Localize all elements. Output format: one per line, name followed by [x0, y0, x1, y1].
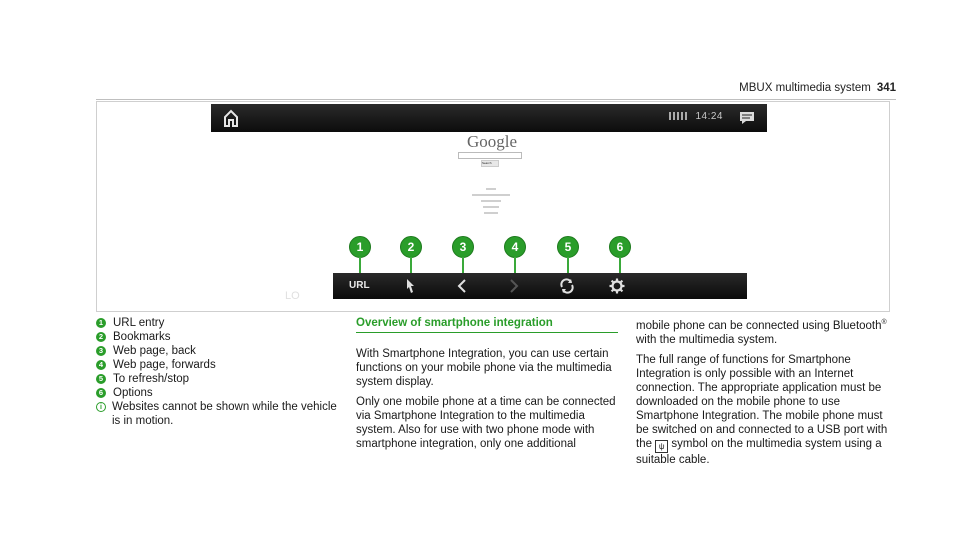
- page-content-lines: [469, 184, 513, 218]
- usb-icon: ψ: [655, 440, 668, 453]
- legend-item: [96, 316, 346, 330]
- callout-5: 5: [557, 236, 579, 258]
- callout-3: 3: [452, 236, 474, 258]
- text: The full range of functions for Smartphone Integration is only possible with an Internet connection. The appropriate application must be downloaded on the mobile phone to use Smartphone Integration. The mobile phone must be switched on and connected to a USB port with the: [636, 353, 888, 450]
- paragraph: Only one mobile phone at a time can be connected via Smartphone Integration to the multimedia system. Also for use with two phone mode with smartphone integration, only one additional: [356, 396, 616, 450]
- text: mobile phone can be connected using Bluetooth: [636, 319, 882, 332]
- callout-2: 2: [400, 236, 422, 258]
- legend-item: [96, 344, 346, 358]
- browser-toolbar: [333, 273, 747, 299]
- gear-icon[interactable]: [609, 278, 625, 294]
- legend-badge: 6: [96, 388, 106, 398]
- legend-text: Web page, forwards: [113, 359, 216, 371]
- header-rule: [96, 99, 896, 100]
- text: symbol on the multimedia system using a suitable cable.: [636, 437, 882, 466]
- section-column: [356, 316, 618, 457]
- status-area: [669, 111, 723, 122]
- page-number: 341: [876, 82, 896, 94]
- screen-top-bar: [211, 104, 767, 132]
- paragraph: [636, 316, 892, 347]
- note-text: Websites cannot be shown while the vehicle is in motion.: [112, 401, 337, 427]
- url-entry-button[interactable]: URL: [349, 280, 370, 291]
- back-icon[interactable]: [457, 278, 467, 294]
- info-icon: i: [96, 402, 106, 412]
- callout-4: 4: [504, 236, 526, 258]
- legend-badge: 5: [96, 374, 106, 384]
- forward-icon[interactable]: [509, 278, 519, 294]
- clock: 14:24: [695, 111, 723, 122]
- continued-column: [636, 316, 892, 473]
- section-title: Overview of smartphone integration: [356, 316, 618, 333]
- signal-icon: [669, 112, 689, 120]
- screen-figure: [96, 101, 890, 312]
- text: with the multimedia system.: [636, 333, 778, 346]
- legend-text: To refresh/stop: [113, 373, 190, 385]
- legend-badge: 3: [96, 346, 106, 356]
- legend-text: Bookmarks: [113, 331, 171, 343]
- callout-1: 1: [349, 236, 371, 258]
- watermark: LO: [285, 290, 300, 302]
- callout-6: 6: [609, 236, 631, 258]
- search-button: Search: [481, 160, 499, 167]
- search-field: [458, 152, 522, 159]
- legend-item: [96, 372, 346, 386]
- registered-mark: ®: [881, 319, 887, 326]
- paragraph: [636, 353, 892, 467]
- message-icon: [739, 111, 755, 125]
- page-header: [739, 82, 896, 94]
- paragraph: With Smartphone Integration, you can use certain functions on your mobile phone via the multimedia system display.: [356, 348, 612, 388]
- legend-column: [96, 316, 346, 428]
- header-title: MBUX multimedia system: [739, 82, 871, 94]
- legend-text: URL entry: [113, 317, 165, 329]
- legend-badge: 4: [96, 360, 106, 370]
- legend-item: [96, 386, 346, 400]
- google-logo: Google: [467, 132, 518, 151]
- refresh-icon[interactable]: [559, 278, 575, 294]
- bookmark-icon[interactable]: [405, 278, 417, 294]
- legend-badge: 1: [96, 318, 106, 328]
- legend-note: [96, 400, 346, 428]
- legend-item: [96, 358, 346, 372]
- home-icon: [223, 109, 239, 127]
- legend-badge: 2: [96, 332, 106, 342]
- legend-text: Options: [113, 387, 153, 399]
- legend-item: [96, 330, 346, 344]
- legend-text: Web page, back: [113, 345, 196, 357]
